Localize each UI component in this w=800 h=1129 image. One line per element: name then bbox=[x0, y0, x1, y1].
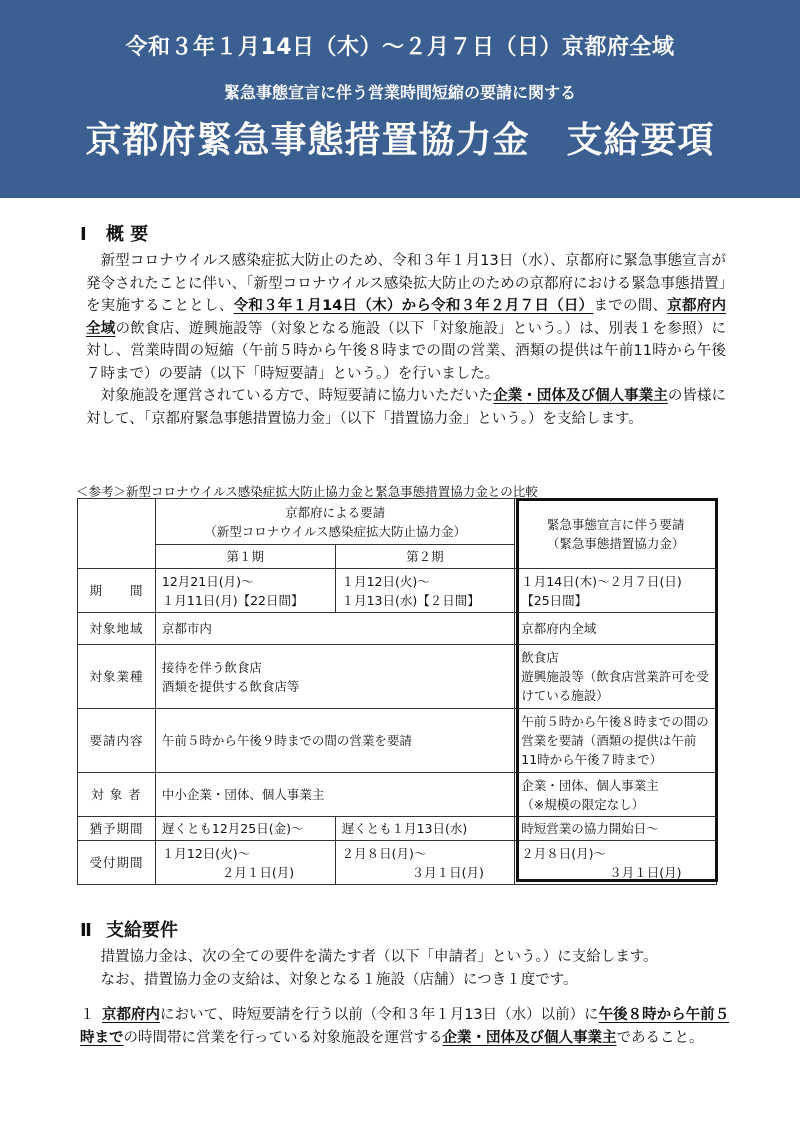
cell-line: ２月８日(月)～ bbox=[341, 845, 427, 861]
cell-line: 酒類を提供する飲食店等 bbox=[161, 678, 300, 694]
request-pref: 午前５時から午後９時までの間の営業を要請 bbox=[155, 709, 514, 773]
section1-heading bbox=[80, 220, 148, 246]
row-label-industry: 対象業種 bbox=[78, 645, 156, 709]
industry-emergency bbox=[515, 645, 717, 709]
cell-line: １月12日(火)～ bbox=[341, 573, 430, 589]
area-emergency: 京都府内全域 bbox=[515, 613, 717, 645]
area-pref: 京都市内 bbox=[155, 613, 514, 645]
table-row-period bbox=[78, 569, 717, 613]
cell-line: １月14日(木)～２月７日(日) bbox=[521, 573, 682, 589]
period-phase2 bbox=[335, 569, 515, 613]
text-span: の皆様に対して、「京都府緊急事態措置協力金」（以下「措置協力金」という。）を支給します。 bbox=[86, 388, 727, 427]
requirement-item-1 bbox=[80, 1004, 730, 1049]
section1-body bbox=[86, 250, 726, 430]
cell-line: ２月１日(月) bbox=[221, 864, 295, 880]
cell-line: １月12日(火)～ bbox=[161, 845, 251, 861]
section1-number: Ⅰ bbox=[80, 224, 87, 245]
section2-title: 支給要件 bbox=[106, 920, 178, 941]
phase2-header: 第２期 bbox=[335, 545, 515, 569]
header-blank-cell bbox=[78, 499, 156, 569]
table-header-row bbox=[78, 499, 717, 545]
header-pref-label: 京都府による要請 bbox=[285, 504, 386, 520]
text-span: 新型コロナウイルス感染症拡大防止のため、令和３年１月13日（水）、京都府に緊急事態宣言が発令されたことに伴い、「新型コロナウイルス感染拡大防止のための京都府における緊急事態措置」を実施することとし、 bbox=[86, 253, 726, 314]
table-row-grace bbox=[78, 817, 717, 841]
accept-phase1 bbox=[155, 841, 335, 885]
text-span: 対象施設を運営されている方で、時短要請に協力いただいた bbox=[100, 388, 494, 404]
cell-line: 遊興施設等（飲食店営業許可を受けている施設） bbox=[521, 669, 709, 703]
phase1-header: 第１期 bbox=[155, 545, 335, 569]
comparison-table bbox=[77, 498, 717, 885]
accept-phase2 bbox=[335, 841, 515, 885]
industry-pref bbox=[155, 645, 514, 709]
table-row-industry bbox=[78, 645, 717, 709]
cell-line: １月13日(水)【２日間】 bbox=[341, 592, 480, 608]
header-banner bbox=[0, 0, 800, 198]
text-span: において、時短要請を行う以前（令和３年１月13日（水）以前）に bbox=[160, 1007, 599, 1023]
cell-line: 【25日間】 bbox=[521, 592, 588, 608]
grace-phase1: 遅くとも12月25日(金)～ bbox=[155, 817, 335, 841]
banner-subtitle: 緊急事態宣言に伴う営業時間短縮の要請に関する bbox=[223, 83, 576, 102]
table-row-area bbox=[78, 613, 717, 645]
cell-line: 接待を伴う飲食店 bbox=[161, 659, 262, 675]
row-label-area: 対象地域 bbox=[78, 613, 156, 645]
header-emergency-label: 緊急事態宣言に伴う要請 bbox=[546, 516, 685, 532]
header-pref-sublabel: （新型コロナウイルス感染症拡大防止協力金） bbox=[204, 523, 466, 539]
cell-line: ２月８日(月)～ bbox=[521, 845, 607, 861]
document-title: 京都府緊急事態措置協力金 支給要項 bbox=[85, 120, 715, 161]
cell-line: １月11日(月)【22日間】 bbox=[161, 592, 304, 608]
row-label-request: 要請内容 bbox=[78, 709, 156, 773]
requirement-number: １ bbox=[80, 1007, 95, 1023]
table-row-target bbox=[78, 773, 717, 817]
header-emergency-sublabel: （緊急事態措置協力金） bbox=[546, 535, 685, 551]
target-emergency bbox=[515, 773, 717, 817]
table-row-request bbox=[78, 709, 717, 773]
period-phase1 bbox=[155, 569, 335, 613]
cell-line: 飲食店 bbox=[521, 650, 559, 665]
cell-line: （※規模の限定なし） bbox=[521, 796, 645, 812]
section1-title: 概 要 bbox=[106, 224, 149, 245]
area-underline: 京都府内全域 bbox=[86, 298, 727, 337]
overview-paragraph-1 bbox=[86, 250, 726, 385]
cell-line: ３月１日(月) bbox=[411, 864, 484, 880]
requirements-note: なお、措置協力金の支給は、対象となる１施設（店舗）につき１度です。 bbox=[100, 971, 578, 988]
period-underline: 令和３年１月14日（木）から令和３年２月７日（日） bbox=[233, 298, 594, 314]
row-label-period: 期 間 bbox=[78, 569, 156, 613]
section2-body bbox=[86, 946, 726, 991]
reference-caption: ＜参考＞新型コロナウイルス感染症拡大防止協力金と緊急事態措置協力金との比較 bbox=[76, 484, 538, 499]
row-label-target: 対 象 者 bbox=[78, 773, 156, 817]
text-span: であること。 bbox=[616, 1029, 704, 1046]
header-pref-cell bbox=[155, 499, 514, 545]
header-emergency-cell bbox=[515, 499, 717, 569]
row-label-accept: 受付期間 bbox=[78, 841, 156, 885]
accept-emergency bbox=[515, 841, 717, 885]
text-span: の時間帯に営業を行っている対象施設を運営する bbox=[123, 1029, 443, 1046]
table-row-accept bbox=[78, 841, 717, 885]
requirement-underline-hours: 午後８時から午前５時まで bbox=[80, 1007, 730, 1046]
requirement-underline-eligible: 企業・団体及び個人事業主 bbox=[442, 1029, 617, 1046]
grace-emergency: 時短営業の協力開始日～ bbox=[515, 817, 717, 841]
requirements-intro: 措置協力金は、次の全ての要件を満たす者（以下「申請者」という。）に支給します。 bbox=[100, 949, 658, 965]
section2-number: Ⅱ bbox=[80, 920, 92, 941]
overview-paragraph-2 bbox=[86, 385, 726, 430]
text-span: までの間、 bbox=[593, 298, 668, 314]
requirement-underline-area: 京都府内 bbox=[102, 1007, 160, 1023]
text-span: の飲食店、遊興施設等（対象となる施設（以下「対象施設」という。）は、別表１を参照）に対し、営業時間の短縮（午前５時から午後８時までの間の営業、酒類の提供は午前11時から午後７時まで）の要請（以下「時短要請」という。）を行いました。 bbox=[86, 320, 727, 382]
cell-line: 12月21日(月)～ bbox=[161, 573, 254, 589]
row-label-grace: 猶予期間 bbox=[78, 817, 156, 841]
target-pref: 中小企業・団体、個人事業主 bbox=[155, 773, 514, 817]
eligible-underline: 企業・団体及び個人事業主 bbox=[493, 388, 668, 404]
section2-heading bbox=[80, 916, 178, 942]
period-emergency bbox=[515, 569, 717, 613]
grace-phase2: 遅くとも１月13日(水) bbox=[335, 817, 515, 841]
cell-line: ３月１日(月) bbox=[609, 864, 682, 880]
request-emergency: 午前５時から午後８時までの間の営業を要請（酒類の提供は午前11時から午後７時まで） bbox=[515, 709, 717, 773]
cell-line: 企業・団体、個人事業主 bbox=[521, 777, 659, 793]
period-line: 令和３年１月14日（木）～２月７日（日）京都府全域 bbox=[125, 35, 675, 60]
